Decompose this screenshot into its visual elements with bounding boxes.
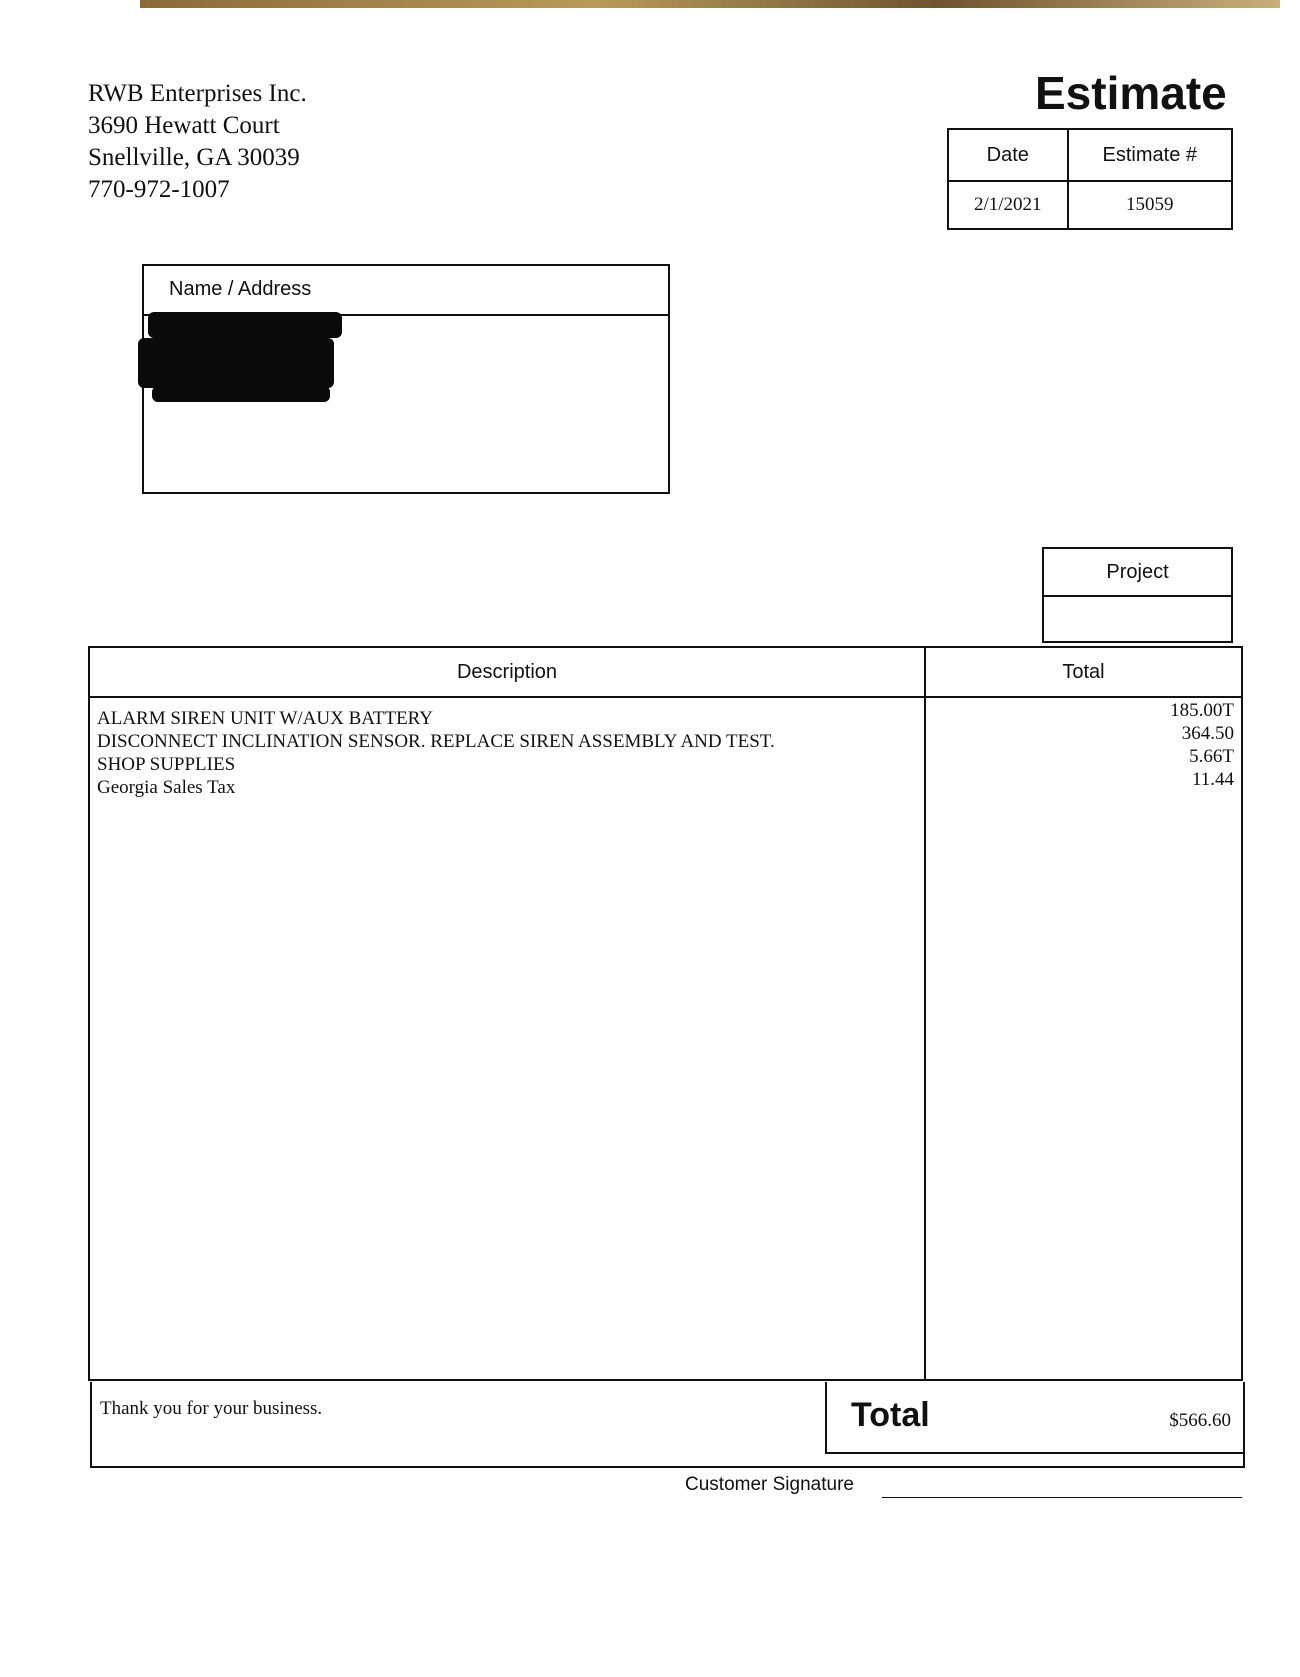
customer-signature-label: Customer Signature <box>685 1474 854 1495</box>
estimate-number-header: Estimate # <box>1068 129 1232 181</box>
total-header: Total <box>925 647 1242 697</box>
redaction-mark <box>152 386 330 402</box>
project-box <box>1042 547 1233 643</box>
description-column <box>89 697 925 1380</box>
item-description: DISCONNECT INCLINATION SENSOR. REPLACE SIREN ASSEMBLY AND TEST. <box>97 731 775 752</box>
item-description: SHOP SUPPLIES <box>97 754 236 775</box>
item-total: 364.50 <box>1181 723 1234 744</box>
company-phone: 770-972-1007 <box>88 176 230 203</box>
project-header: Project <box>1044 549 1231 597</box>
date-value: 2/1/2021 <box>948 181 1068 229</box>
name-address-header: Name / Address <box>144 266 668 316</box>
thank-you-message: Thank you for your business. <box>100 1398 323 1419</box>
company-city: Snellville, GA 30039 <box>88 144 300 171</box>
company-street: 3690 Hewatt Court <box>88 112 280 139</box>
date-header: Date <box>948 129 1068 181</box>
company-block <box>88 78 307 206</box>
estimate-number-value: 15059 <box>1068 181 1232 229</box>
description-header: Description <box>89 647 925 697</box>
grand-total-label: Total <box>851 1396 930 1434</box>
grand-total-value: $566.60 <box>1169 1410 1231 1431</box>
item-total: 11.44 <box>1191 769 1234 790</box>
item-total: 185.00T <box>1170 700 1234 721</box>
document-title: Estimate <box>1035 67 1227 119</box>
grand-total-cell <box>825 1382 1245 1454</box>
signature-line <box>882 1497 1242 1498</box>
item-total: 5.66T <box>1189 746 1234 767</box>
item-description: Georgia Sales Tax <box>97 777 236 798</box>
total-column <box>925 697 1242 1380</box>
footer-box <box>90 1382 1245 1468</box>
item-description: ALARM SIREN UNIT W/AUX BATTERY <box>97 708 434 729</box>
redaction-mark <box>138 338 334 388</box>
company-name: RWB Enterprises Inc. <box>88 80 307 107</box>
photo-edge <box>140 0 1280 8</box>
redaction-mark <box>148 312 342 338</box>
estimate-info-table <box>947 128 1233 230</box>
line-items-table <box>88 646 1243 1381</box>
